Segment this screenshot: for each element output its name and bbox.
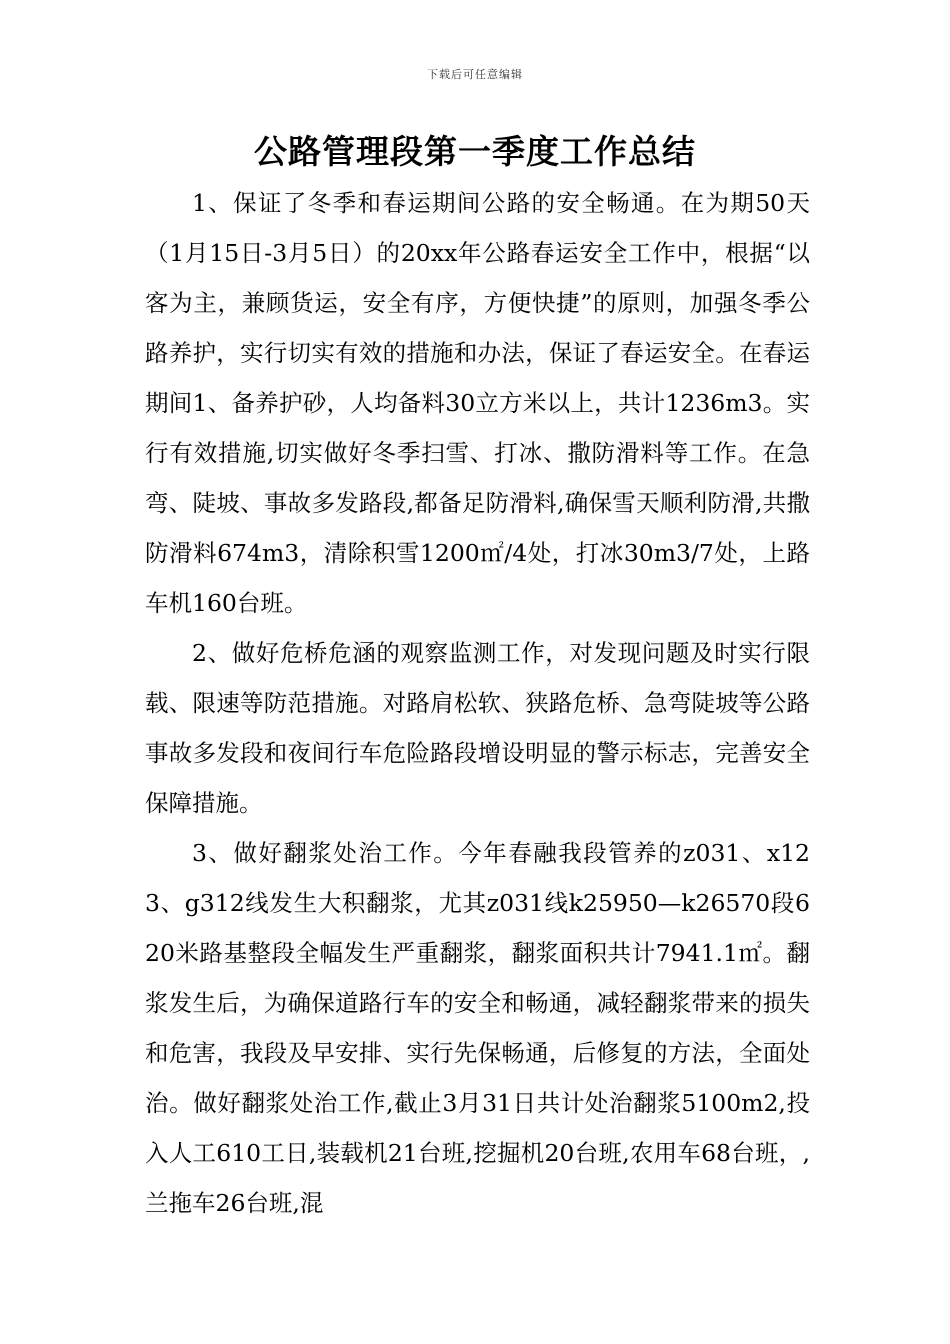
paragraph-1: 1、保证了冬季和春运期间公路的安全畅通。在为期50天（1月15日-3月5日）的20xx年公路春运安全工作中，根据“以客为主，兼顾货运，安全有序，方便快捷”的原则，加强冬季公路养护，实行切实有效的措施和办法，保证了春运安全。在春运期间1、备养护砂，人均备料30立方米以上，共计1236m3。实行有效措施,切实做好冬季扫雪、打冰、撒防滑料等工作。在急弯、陡坡、事故多发路段,都备足防滑料,确保雪天顺利防滑,共撒防滑料674m3，清除积雪1200㎡/4处，打冰30m3/7处，上路车机160台班。 (145, 189, 810, 617)
paragraph-2: 2、做好危桥危涵的观察监测工作，对发现问题及时实行限载、限速等防范措施。对路肩松软、狭路危桥、急弯陡坡等公路事故多发段和夜间行车危险路段增设明显的警示标志，完善安全保障措施。 (145, 639, 810, 817)
paragraph-3: 3、做好翻浆处治工作。今年春融我段管养的z031、x123、g312线发生大积翻浆，尤其z031线k25950—k26570段620米路基整段全幅发生严重翻浆，翻浆面积共计7941.1㎡。翻浆发生后，为确保道路行车的安全和畅通，减轻翻浆带来的损失和危害，我段及早安排、实行先保畅通，后修复的方法，全面处治。做好翻浆处治工作,截止3月31日共计处治翻浆5100m2,投入人工610工日,装载机21台班,挖掘机20台班,农用车68台班，,兰拖车26台班,混 (145, 839, 810, 1217)
header-note: 下载后可任意编辑 (427, 68, 523, 81)
document-title: 公路管理段第一季度工作总结 (254, 132, 696, 171)
document-body (145, 178, 810, 1228)
